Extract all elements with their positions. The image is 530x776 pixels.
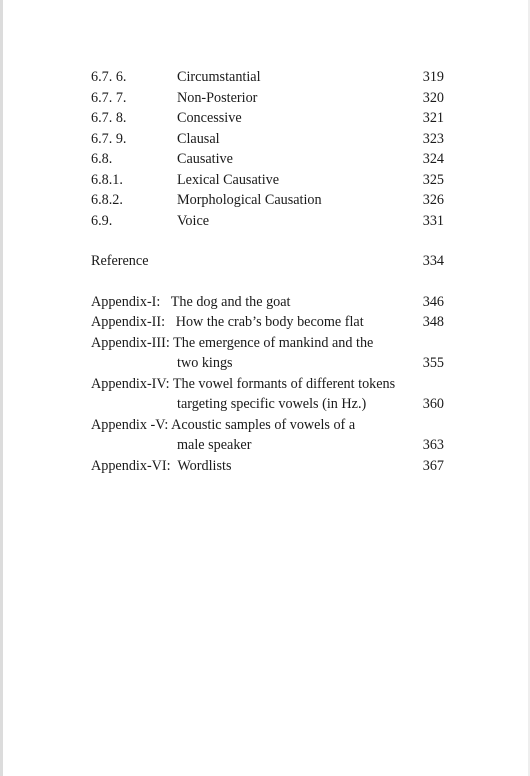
section-number: 6.8.2. xyxy=(91,192,123,208)
page-number: 334 xyxy=(422,253,444,269)
toc-entry-appendix xyxy=(91,333,444,354)
page-number: 348 xyxy=(422,314,444,330)
appendix-title: Appendix-I: The dog and the goat xyxy=(91,293,291,310)
section-number: 6.9. xyxy=(91,212,113,229)
toc-entry-appendix xyxy=(91,292,444,313)
page-number: 326 xyxy=(422,192,444,208)
page-number: 324 xyxy=(422,151,444,167)
table-of-contents xyxy=(91,67,444,476)
toc-entry xyxy=(91,149,444,170)
page-number: 346 xyxy=(422,293,444,310)
section-title: Non-Posterior xyxy=(177,89,258,106)
section-title: Clausal xyxy=(177,130,220,147)
appendix-title: Appendix -V: Acoustic samples of vowels of a xyxy=(91,416,356,433)
toc-entry-appendix xyxy=(91,374,444,395)
page-number: 363 xyxy=(422,437,444,453)
appendix-title: Appendix-III: The emergence of mankind and the xyxy=(91,334,374,351)
appendix-title: Appendix-VI: Wordlists xyxy=(91,457,232,474)
toc-entry xyxy=(91,88,444,109)
toc-entry xyxy=(91,67,444,88)
toc-entry xyxy=(91,190,444,211)
toc-entry-appendix xyxy=(91,456,444,477)
page-number: 367 xyxy=(422,457,444,474)
appendix-title: Appendix-IV: The vowel formants of different tokens xyxy=(91,375,396,392)
appendix-title-continued: two kings xyxy=(177,355,233,371)
page-number: 321 xyxy=(422,110,444,126)
section-number: 6.8.1. xyxy=(91,171,123,188)
page-number: 355 xyxy=(422,355,444,371)
appendix-title-continued: male speaker xyxy=(177,437,252,453)
spacer xyxy=(91,231,444,251)
page-number: 320 xyxy=(422,89,444,106)
section-title: Concessive xyxy=(177,110,242,126)
section-title: Circumstantial xyxy=(177,69,261,85)
section-number: 6.7. 9. xyxy=(91,130,127,147)
spacer xyxy=(91,272,444,292)
section-number: 6.8. xyxy=(91,151,113,167)
section-number: 6.7. 7. xyxy=(91,89,127,106)
toc-entry-reference xyxy=(91,251,444,272)
toc-entry xyxy=(91,108,444,129)
toc-entry-appendix xyxy=(91,312,444,333)
toc-entry-appendix-continued xyxy=(91,353,444,374)
section-number: 6.7. 6. xyxy=(91,69,127,85)
toc-entry-appendix xyxy=(91,415,444,436)
page-number: 331 xyxy=(422,212,444,229)
reference-title: Reference xyxy=(91,253,149,269)
toc-entry xyxy=(91,129,444,150)
page-number: 360 xyxy=(422,396,444,412)
section-title: Lexical Causative xyxy=(177,171,280,188)
page-number: 323 xyxy=(422,130,444,147)
section-title: Morphological Causation xyxy=(177,192,322,208)
page-number: 319 xyxy=(422,69,444,85)
section-number: 6.7. 8. xyxy=(91,110,127,126)
toc-entry xyxy=(91,211,444,232)
toc-entry-appendix-continued xyxy=(91,394,444,415)
appendix-title-continued: targeting specific vowels (in Hz.) xyxy=(177,396,367,412)
section-title: Voice xyxy=(177,212,210,229)
page-left-edge xyxy=(0,0,3,776)
toc-entry-appendix-continued xyxy=(91,435,444,456)
appendix-title: Appendix-II: How the crab’s body become flat xyxy=(91,314,364,330)
page-number: 325 xyxy=(422,171,444,188)
section-title: Causative xyxy=(177,151,233,167)
toc-entry xyxy=(91,170,444,191)
